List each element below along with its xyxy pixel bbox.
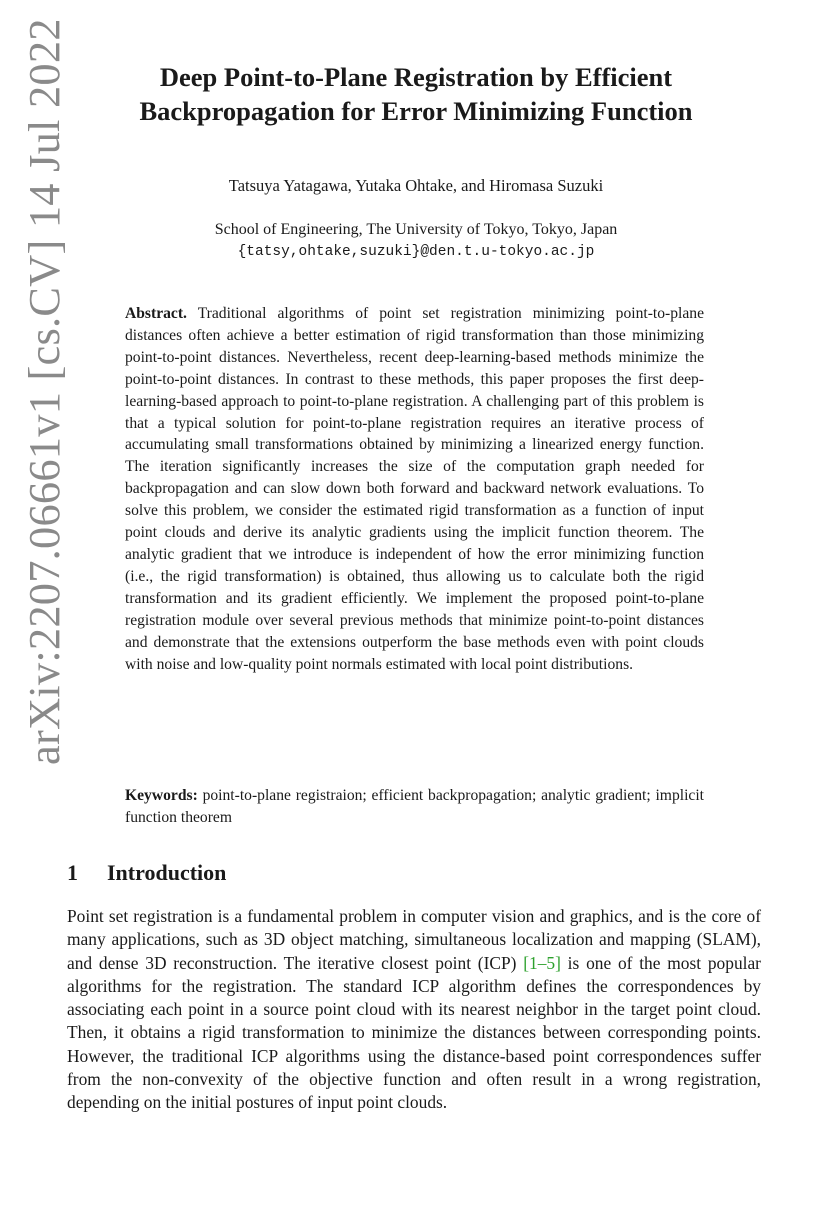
introduction-paragraph: [67, 905, 761, 1115]
affiliation: School of Engineering, The University of Tokyo, Tokyo, Japan: [214, 221, 618, 238]
abstract-text: Traditional algorithms of point set registration minimizing point-to-plane distances often achieve a better estimation of rigid transformation than those minimizing point-to-point distances. Nevertheless, recent deep-learning-based methods minimize the point-to-point distances. In contrast to these methods, this paper proposes the first deep-learning-based approach to point-to-plane registration. A challenging part of this problem is that a typical solution for point-to-plane registration requires an iterative process of accumulating small transformations obtained by minimizing a linearized energy function. The iteration significantly increases the size of the computation graph needed for backpropagation and can slow down both forward and backward network evaluations. To solve this problem, we consider the estimated rigid transformation as a function of input point clouds and derive its analytic gradients using the implicit function theorem. The analytic gradient that we introduce is independent of how the error minimizing function (i.e., the rigid transformation) is obtained, thus allowing us to calculate both the rigid transformation and its gradient efficiently. We implement the proposed point-to-plane registration module over several previous methods that minimize point-to-point distances and demonstrate that the extensions outperform the base methods even with point clouds with noise and low-quality point normals estimated with local point distributions.: [125, 305, 704, 673]
author-emails: {tatsy,ohtake,suzuki}@den.t.u-tokyo.ac.jp: [237, 244, 595, 260]
section-number: 1: [67, 860, 78, 885]
intro-text-part-1: Point set registration is a fundamental problem in computer vision and graphics, and is the core of many applications, such as 3D object matching, simultaneous localization and mapping (SLAM), and dense 3D reconstruction. The iterative closest point (ICP): [67, 906, 761, 973]
paper-title: [60, 60, 772, 128]
paper-title-line-2: Backpropagation for Error Minimizing Function: [139, 96, 693, 126]
keywords-text: point-to-plane registraion; efficient backpropagation; analytic gradient; implicit function theorem: [125, 787, 704, 826]
intro-text-part-2: is one of the most popular algorithms for the registration. The standard ICP algorithm defines the correspondences by associating each point in a source point cloud with its nearest neighbor in the target point cloud. Then, it obtains a rigid transformation to minimize the distances between corresponding points. However, the traditional ICP algorithms using the distance-based point correspondences suffer from the non-convexity of the objective function and often result in a wrong registration, depending on the initial postures of input point clouds.: [67, 952, 761, 1113]
abstract: [125, 303, 704, 675]
citation-link[interactable]: [1–5]: [523, 952, 561, 973]
affiliation-block: [60, 219, 772, 263]
author-list: Tatsuya Yatagawa, Yutaka Ohtake, and Hiromasa Suzuki: [228, 176, 604, 195]
paper-title-line-1: Deep Point-to-Plane Registration by Efficient: [159, 62, 673, 92]
arxiv-identifier-stamp: arXiv:2207.06661v1 [cs.CV] 14 Jul 2022: [19, 18, 69, 765]
keywords-label: Keywords:: [125, 787, 198, 804]
keywords: [125, 785, 704, 829]
section-title: Introduction: [107, 860, 227, 885]
section-heading-introduction: [67, 860, 226, 886]
abstract-label: Abstract.: [125, 305, 187, 322]
